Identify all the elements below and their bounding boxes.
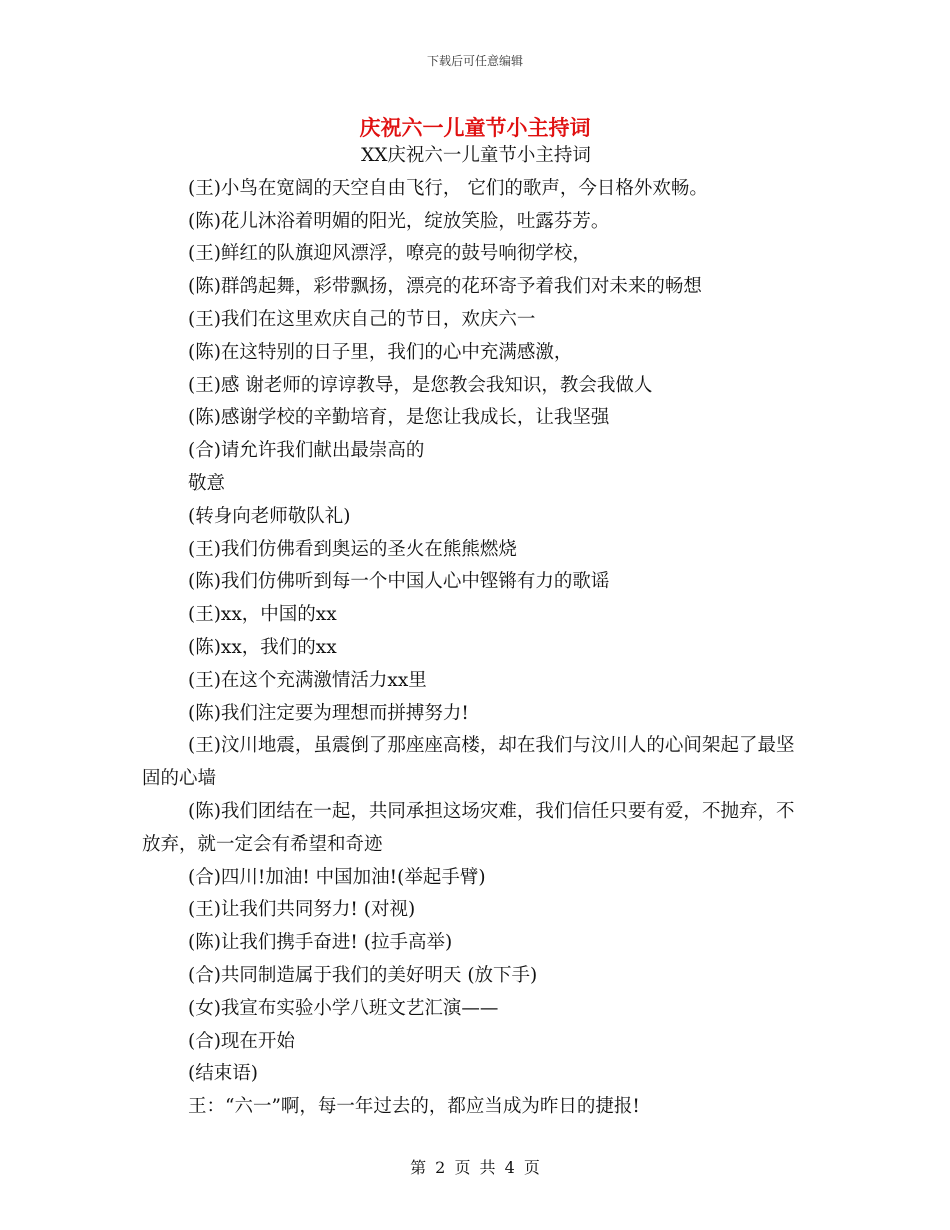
script-line: 敬意 (188, 472, 226, 494)
script-line: (王)小鸟在宽阔的天空自由飞行， 它们的歌声，今日格外欢畅。 (188, 177, 708, 199)
script-line: (合)现在开始 (188, 1030, 295, 1052)
script-line: (陈)我们注定要为理想而拼搏努力! (188, 702, 469, 724)
script-paragraph-unity: (陈)我们团结在一起，共同承担这场灾难，我们信任只要有爱，不抛弃，不放弃，就一定会有希望和奇迹 (142, 800, 795, 855)
script-line: (合)共同制造属于我们的美好明天 (放下手) (188, 964, 538, 986)
script-line: (王)感 谢老师的谆谆教导，是您教会我知识，教会我做人 (188, 374, 653, 396)
script-line: (陈)群鸽起舞，彩带飘扬，漂亮的花环寄予着我们对未来的畅想 (188, 276, 702, 298)
script-line: (王)我们在这里欢庆自己的节日，欢庆六一 (188, 308, 536, 330)
page-number: 第 2 页 共 4 页 (410, 1158, 540, 1177)
script-line: (陈)感谢学校的辛勤培育，是您让我成长，让我坚强 (188, 407, 610, 429)
script-line: (转身向老师敬队礼) (188, 505, 351, 527)
document-title: 庆祝六一儿童节小主持词 (359, 116, 591, 140)
script-line: (结束语) (188, 1063, 258, 1085)
document-body (142, 140, 810, 1124)
script-line: (陈)xx，我们的xx (188, 636, 337, 658)
script-line: (合)请允许我们献出最崇高的 (188, 440, 425, 462)
script-line: (王)让我们共同努力! (对视) (188, 899, 416, 921)
script-line: (王)xx，中国的xx (188, 604, 337, 626)
document-subtitle: XX庆祝六一儿童节小主持词 (361, 145, 591, 166)
script-line: (王)在这个充满激情活力xx里 (188, 669, 427, 691)
script-paragraph-wenchuan: (王)汶川地震，虽震倒了那座座高楼，却在我们与汶川人的心间架起了最坚固的心墙 (142, 735, 795, 790)
script-line: (王)鲜红的队旗迎风漂浮，嘹亮的鼓号响彻学校， (188, 243, 591, 265)
script-line: (陈)我们仿佛听到每一个中国人心中铿锵有力的歌谣 (188, 571, 610, 593)
script-line: (陈)在这特别的日子里，我们的心中充满感激， (188, 341, 573, 363)
script-line: (陈)让我们携手奋进! (拉手高举) (188, 932, 453, 954)
script-line: (王)我们仿佛看到奥运的圣火在熊熊燃烧 (188, 538, 517, 560)
page-header-note: 下载后可任意编辑 (426, 54, 523, 68)
script-line: 王：“六一”啊，每一年过去的，都应当成为昨日的捷报! (188, 1096, 640, 1118)
script-line: (女)我宣布实验小学八班文艺汇演—— (188, 997, 499, 1019)
script-line: (合)四川!加油! 中国加油!(举起手臂) (188, 866, 486, 888)
script-line: (陈)花儿沐浴着明媚的阳光，绽放笑脸，吐露芬芳。 (188, 210, 610, 232)
